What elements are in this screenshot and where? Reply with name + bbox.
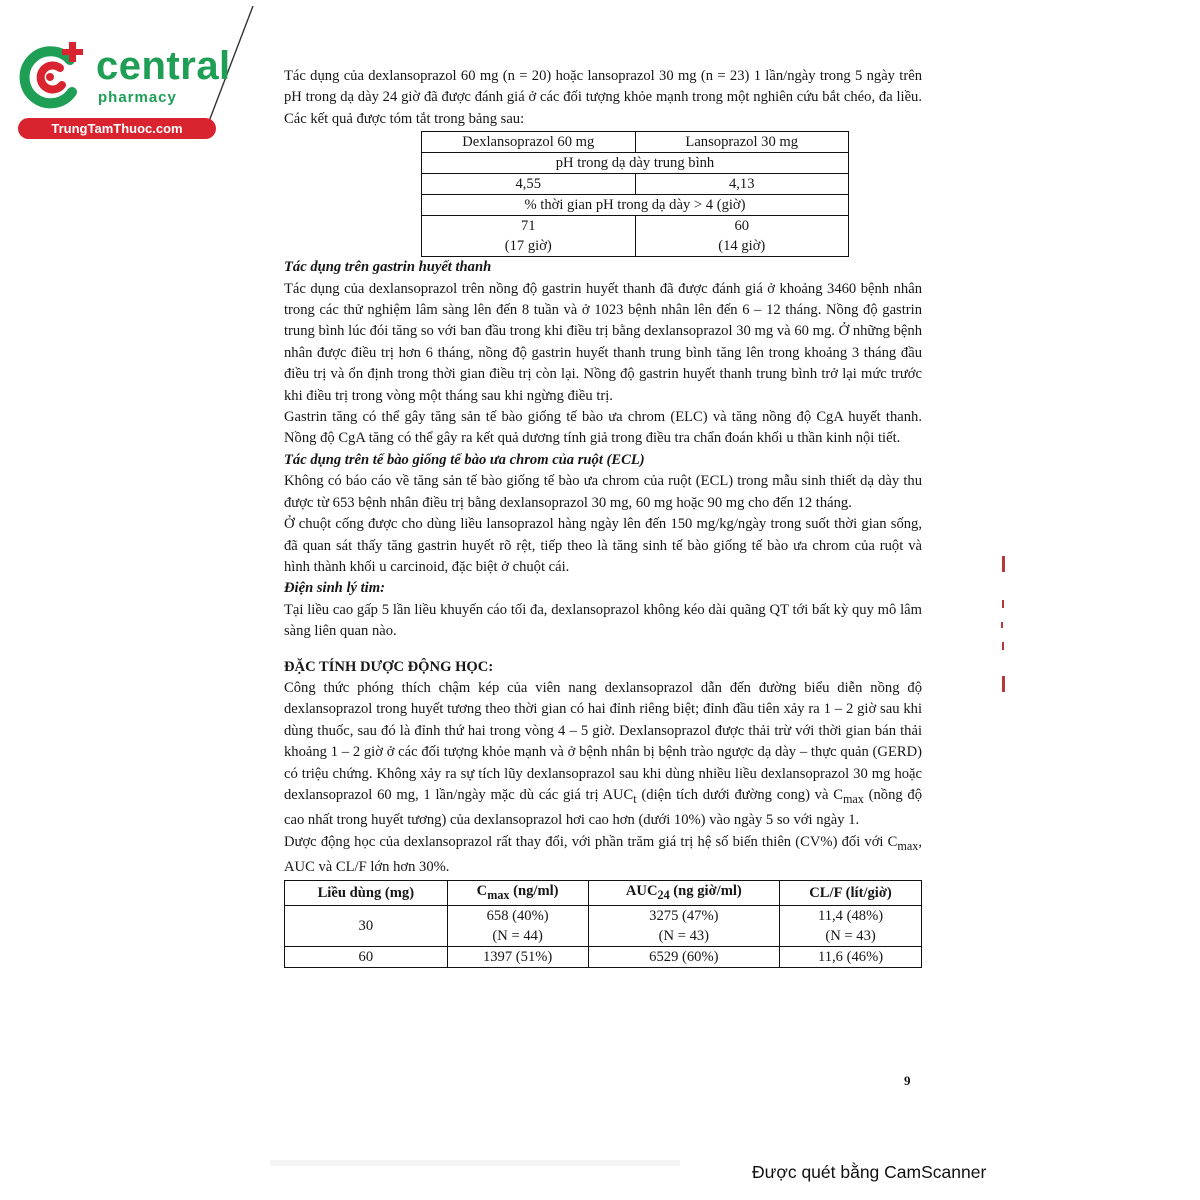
table2-cell-dose: 30 <box>285 906 448 947</box>
table1-cell: 4,55 <box>422 174 636 195</box>
table1-value-hours: (14 giờ) <box>718 238 766 255</box>
table1-value: 60 <box>734 218 750 235</box>
ecl-paragraph-1: Không có báo cáo về tăng sản tế bào giống tế bào ưa chrom của ruột (ECL) trong mẫu sinh thiết dạ dày thu được từ 653 bệnh nhân điều trị bằng dexlansoprazol 30 mg, 60 mg hoặc 90 mg cho đến 12 tháng. <box>284 473 922 511</box>
logo-brand-name: central <box>96 44 231 88</box>
table2-header-cmax: $C_{max}$ (ng/ml) <box>447 881 588 906</box>
table1-header-lansoprazol: Lansoprazol 30 mg <box>635 132 849 153</box>
margin-stamp-marks <box>999 556 1009 696</box>
table2-header-dose: Liều dùng (mg) <box>285 881 448 906</box>
gastrin-paragraph-2: Gastrin tăng có thể gây tăng sản tế bào giống tế bào ưa chrom (ELC) và tăng nồng độ CgA huyết thanh. Nồng độ CgA tăng có thể gây ra kết quả dương tính giả trong điều tra chẩn đoán khối u thần kinh nội tiết. <box>284 409 922 447</box>
table1-value: 71 <box>520 218 536 235</box>
table2-cell: 11,4 (48%) (N = 43) <box>780 906 922 947</box>
table2-cell-dose: 60 <box>285 947 448 968</box>
table2-header-auc: $AUC_{24}$ (ng giờ/ml) <box>588 881 779 906</box>
ph-comparison-table <box>421 131 849 257</box>
table2-header-clf: CL/F (lít/giờ) <box>780 881 922 906</box>
section-heading-gastrin: Tác dụng trên gastrin huyết thanh <box>284 259 492 276</box>
scan-artifact <box>270 1160 680 1166</box>
pk-parameters-table <box>284 880 922 968</box>
logo-subtitle: pharmacy <box>98 89 177 106</box>
document-page <box>284 66 922 968</box>
table2-cell: 658 (40%) (N = 44) <box>447 906 588 947</box>
table2-cell: 3275 (47%) (N = 43) <box>588 906 779 947</box>
intro-paragraph: Tác dụng của dexlansoprazol 60 mg (n = 20) hoặc lansoprazol 30 mg (n = 23) 1 lần/ngày trong 5 ngày trên pH trong dạ dày 24 giờ đã được đánh giá ở các đối tượng khỏe mạnh trong một nghiên cứu bắt chéo, đa liều. Các kết quả được tóm tắt trong bảng sau: <box>284 68 922 127</box>
table1-cell: 4,13 <box>635 174 849 195</box>
logo-website: TrungTamThuoc.com <box>18 118 216 139</box>
section-heading-ecl: Tác dụng trên tế bào giống tế bào ưa chrom của ruột (ECL) <box>284 451 645 468</box>
table1-row-label-ph: pH trong dạ dày trung bình <box>422 153 849 174</box>
table1-header-dexlansoprazol: Dexlansoprazol 60 mg <box>422 132 636 153</box>
cardiac-paragraph: Tại liều cao gấp 5 lần liều khuyến cáo tối đa, dexlansoprazol không kéo dài quãng QT tới bất kỳ quy mô lâm sàng liên quan nào. <box>284 601 922 640</box>
logo-c-cross-icon <box>12 38 90 116</box>
table2-cell: 1397 (51%) <box>447 947 588 968</box>
table1-cell <box>422 216 636 257</box>
table1-value-hours: (17 giờ) <box>504 238 552 255</box>
page-number: 9 <box>904 1073 911 1088</box>
table2-cell: 6529 (60%) <box>588 947 779 968</box>
section-heading-cardiac: Điện sinh lý tim: <box>284 580 385 597</box>
table1-row-label-time: % thời gian pH trong dạ dày > 4 (giờ) <box>422 195 849 216</box>
pk-paragraph-2: Dược động học của dexlansoprazol rất thay đổi, với phần trăm giá trị hệ số biến thiên (CV%) đối với $C_{max}$, AUC và CL/F lớn hơn 30%. <box>284 833 922 875</box>
pharmacy-logo <box>8 28 268 138</box>
ecl-paragraph-2: Ở chuột cống được cho dùng liều lansoprazol hàng ngày lên đến 150 mg/kg/ngày trong suốt thời gian sống, đã quan sát thấy tăng gastrin huyết rõ rệt, tiếp theo là tăng sinh tế bào giống tế bào ưa chrom của ruột và hình thành khối u carcinoid, đặc biệt ở chuột cái. <box>284 516 922 575</box>
scanner-watermark: Được quét bằng CamScanner <box>752 1162 987 1182</box>
pk-paragraph-1: Công thức phóng thích chậm kép của viên nang dexlansoprazol dẫn đến đường biểu diễn nồng độ dexlansoprazol trong huyết tương theo thời gian có hai đỉnh riêng biệt; đỉnh đầu tiên xảy ra 1 – 2 giờ sau khi dùng thuốc, sau đó là đỉnh thứ hai trong vòng 4 – 5 giờ. Dexlansoprazol được thải trừ với thời gian bán thải khoảng 1 – 2 giờ ở các đối tượng khỏe mạnh và ở bệnh nhân bị bệnh trào ngược dạ dày – thực quản (GERD) có triệu chứng. Không xảy ra sự tích lũy dexlansoprazol sau khi dùng nhiều liều dexlansoprazol 30 mg hoặc dexlansoprazol 60 mg, 1 lần/ngày mặc dù các giá trị $AUC_t$ (diện tích dưới đường cong) và $C_{max}$ (nồng độ cao nhất trong huyết tương) của dexlansoprazol hơi cao hơn (dưới 10%) vào ngày 5 so với ngày 1. <box>284 679 922 829</box>
gastrin-paragraph-1: Tác dụng của dexlansoprazol trên nồng độ gastrin huyết thanh đã được đánh giá ở khoảng 3460 bệnh nhân trong các thử nghiệm lâm sàng lên đến 8 tuần và ở 1023 bệnh nhân lên đến 6 – 12 tháng. Nồng độ gastrin trung bình lúc đói tăng so với ban đầu trong khi điều trị bằng dexlansoprazol 30 mg và 60 mg. Ở những bệnh nhân được điều trị hơn 6 tháng, nồng độ gastrin huyết thanh trung bình tăng lên trong khoảng 3 tháng đầu điều trị và ổn định trong thời gian điều trị còn lại. Nồng độ gastrin huyết thanh trung bình trở lại mức trước khi điều trị trong vòng một tháng sau khi ngừng điều trị. <box>284 280 922 404</box>
table2-cell: 11,6 (46%) <box>780 947 922 968</box>
table1-cell <box>635 216 849 257</box>
section-heading-pharmacokinetics: ĐẶC TÍNH DƯỢC ĐỘNG HỌC: <box>284 658 494 675</box>
